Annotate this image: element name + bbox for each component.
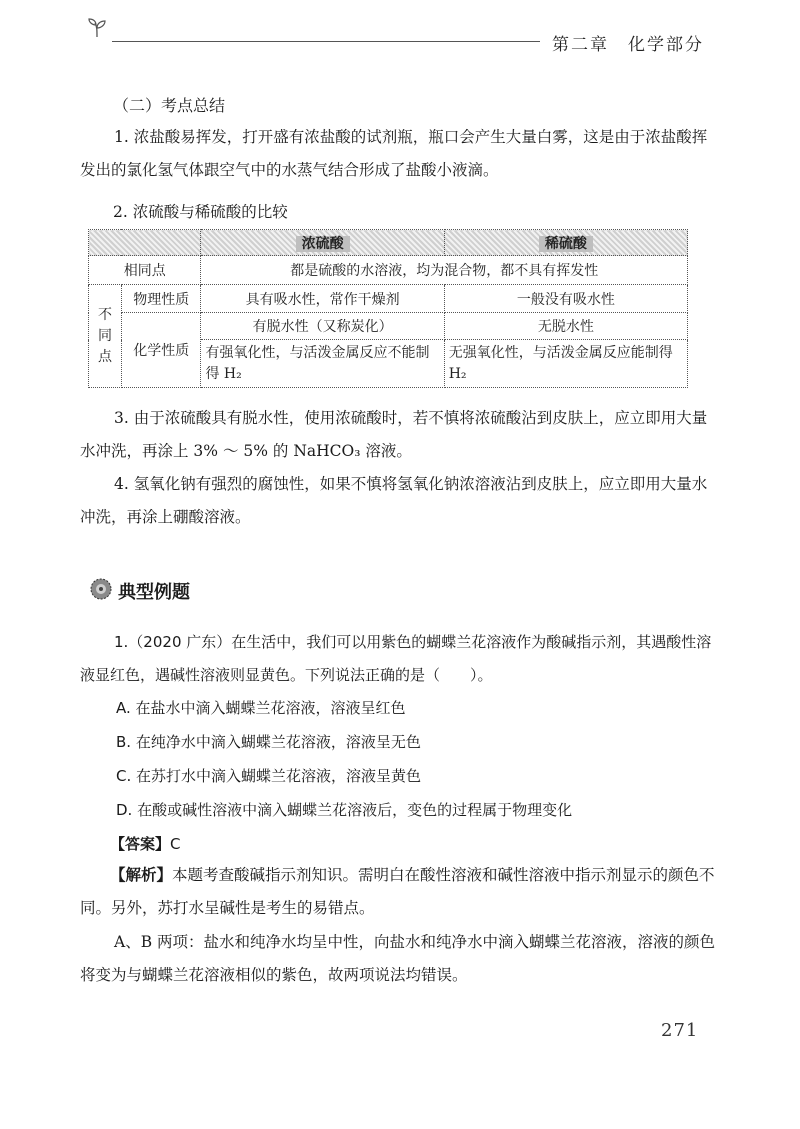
table-header-dilute: 稀硫酸 [444,230,687,256]
answer-label: 【答案】 [110,835,171,853]
physical-label-cell: 物理性质 [121,285,201,313]
chem2-dilute-cell: 无强氧化性，与活泼金属反应能制得 H₂ [444,340,687,388]
chemical-label-cell: 化学性质 [121,313,201,388]
sulfuric-acid-comparison-table [88,229,688,388]
option-d: D. 在酸或碱性溶液中滴入蝴蝶兰花溶液后，变色的过程属于物理变化 [116,801,573,819]
analysis-label: 【解析】 [110,865,173,884]
summary-item-3: 3. 由于浓硫酸具有脱水性，使用浓硫酸时，若不慎将浓硫酸沾到皮肤上，应立即用大量水冲洗，再涂上 3% ～ 5% 的 NaHCO₃ 溶液。 [80,409,708,460]
answer-value: C [170,835,181,853]
question-1: 1.（2020 广东）在生活中，我们可以用紫色的蝴蝶兰花溶液作为酸碱指示剂，其遇酸性溶液显红色，遇碱性溶液则显黄色。下列说法正确的是（ ）。 [80,633,712,684]
chem1-dilute-cell: 无脱水性 [444,313,687,340]
option-c: C. 在苏打水中滴入蝴蝶兰花溶液，溶液呈黄色 [116,767,422,785]
answer-line [110,833,181,854]
option-a: A. 在盐水中滴入蝴蝶兰花溶液，溶液呈红色 [116,699,406,717]
header-rule [112,41,540,42]
chem2-concentrated-cell: 有强氧化性，与活泼金属反应不能制得 H₂ [201,340,444,388]
same-value-cell: 都是硫酸的水溶液，均为混合物，都不具有挥发性 [201,256,688,285]
analysis-text: 本题考查酸碱指示剂知识。需明白在酸性溶液和碱性溶液中指示剂显示的颜色不同。另外，苏打水呈碱性是考生的易错点。 [80,866,715,917]
summary-item-2-heading: 2. 浓硫酸与稀硫酸的比较 [113,203,288,221]
table-header-concentrated: 浓硫酸 [201,230,444,256]
chem1-concentrated-cell: 有脱水性（又称炭化） [201,313,444,340]
table-corner-cell [89,230,201,256]
option-b: B. 在纯净水中滴入蝴蝶兰花溶液，溶液呈无色 [116,733,421,751]
same-label-cell: 相同点 [89,256,201,285]
badge-icon [90,578,112,600]
diff-label-cell: 不同点 [89,285,122,388]
page-number: 271 [661,1020,699,1041]
summary-item-1: 1. 浓盐酸易挥发，打开盛有浓盐酸的试剂瓶，瓶口会产生大量白雾，这是由于浓盐酸挥发出的氯化氢气体跟空气中的水蒸气结合形成了盐酸小液滴。 [80,128,708,179]
sprout-icon [86,16,108,38]
section-heading: （二）考点总结 [113,96,226,115]
summary-item-4: 4. 氢氧化钠有强烈的腐蚀性，如果不慎将氢氧化钠浓溶液沾到皮肤上，应立即用大量水冲洗，再涂上硼酸溶液。 [80,475,708,526]
analysis-ab-paragraph: A、B 两项：盐水和纯净水均呈中性，向盐水和纯净水中滴入蝴蝶兰花溶液，溶液的颜色将变为与蝴蝶兰花溶液相似的紫色，故两项说法均错误。 [80,933,716,984]
physical-concentrated-cell: 具有吸水性，常作干燥剂 [201,285,444,313]
physical-dilute-cell: 一般没有吸水性 [444,285,687,313]
analysis-paragraph [80,858,720,925]
examples-title: 典型例题 [118,582,190,603]
chapter-title: 第二章 化学部分 [552,35,704,55]
